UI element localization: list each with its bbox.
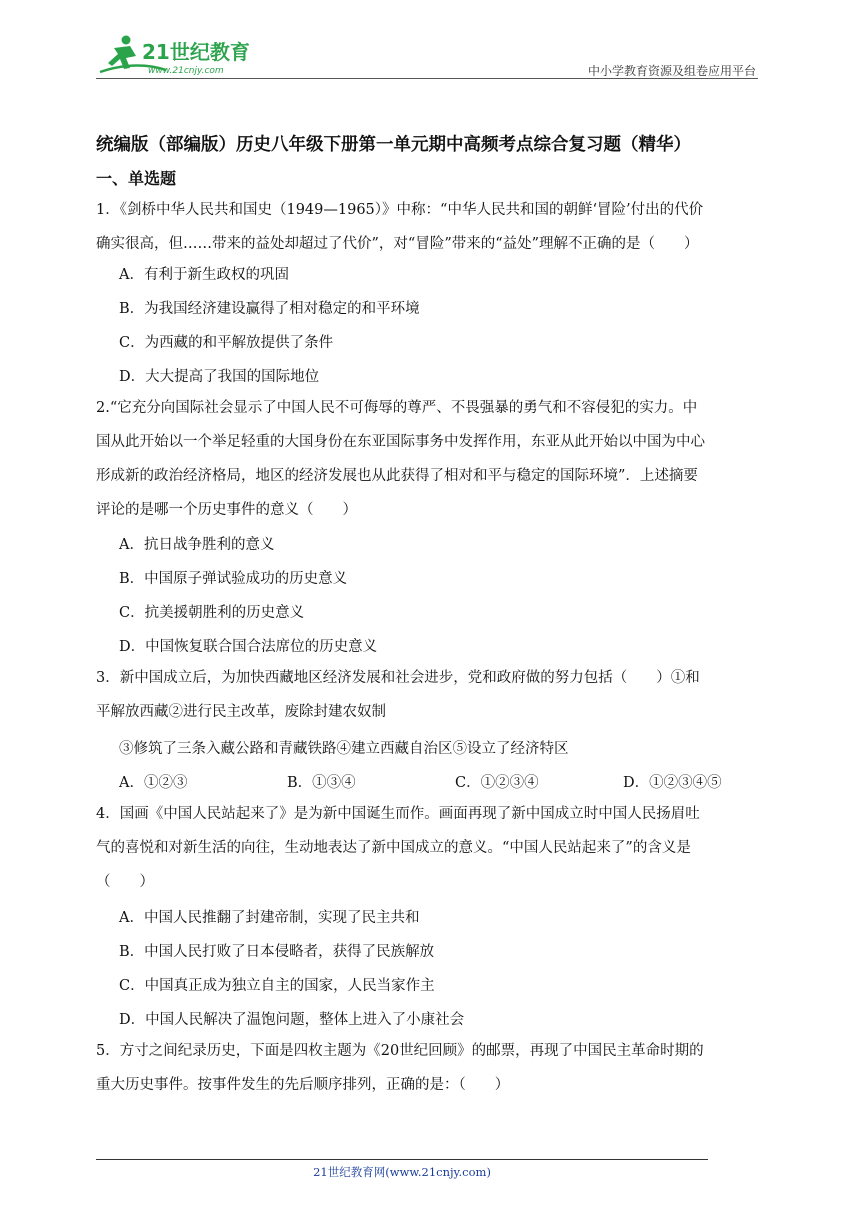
option-c[interactable]: C．①②③④	[455, 775, 539, 791]
logo-runner-icon	[96, 32, 266, 78]
page-header	[96, 32, 758, 80]
option-b[interactable]: B．①③④	[287, 775, 356, 791]
question-text-line: （ ）	[96, 874, 154, 890]
question-text-line: 3．新中国成立后，为加快西藏地区经济发展和社会进步，党和政府做的努力包括（ ）①和	[96, 670, 700, 686]
option-d[interactable]: D．中国恢复联合国合法席位的历史意义	[119, 639, 378, 655]
question-text-line: 1．《剑桥中华人民共和国史（1949—1965）》中称：“中华人民共和国的朝鲜‘冒险’付出的代价	[96, 202, 704, 218]
question-text-line: 评论的是哪一个历史事件的意义（ ）	[96, 502, 357, 518]
question-2	[96, 391, 762, 527]
question-text-line: 4．国画《中国人民站起来了》是为新中国诞生而作。画面再现了新中国成立时中国人民扬眉吐	[96, 806, 700, 822]
section-heading: 一、单选题	[96, 169, 177, 188]
question-text-line: 5．方寸之间纪录历史，下面是四枚主题为《20世纪回顾》的邮票，再现了中国民主革命时期的	[96, 1043, 704, 1059]
question-text-line: 气的喜悦和对新生活的向往，生动地表达了新中国成立的意义。“中国人民站起来了”的含义是	[96, 840, 691, 856]
header-divider	[96, 78, 758, 79]
question-text-line: 重大历史事件。按事件发生的先后顺序排列，正确的是：（ ）	[96, 1077, 510, 1093]
page-footer: 21世纪教育网(www.21cnjy.com)	[313, 1165, 491, 1179]
platform-label: 中小学教育资源及组卷应用平台	[587, 64, 756, 78]
question-1	[96, 193, 762, 261]
option-a[interactable]: A．有利于新生政权的巩固	[119, 267, 289, 283]
question-5	[96, 1034, 762, 1102]
option-b[interactable]: B．中国人民打败了日本侵略者，获得了民族解放	[119, 944, 435, 960]
question-text-line: 2.“它充分向国际社会显示了中国人民不可侮辱的尊严、不畏强暴的勇气和不容侵犯的实力。中	[96, 400, 698, 416]
question-text-line: 形成新的政治经济格局，地区的经济发展也从此获得了相对和平与稳定的国际环境”．上述摘要	[96, 468, 698, 484]
option-d[interactable]: D．①②③④⑤	[623, 775, 722, 791]
svg-text:21世纪教育: 21世纪教育	[142, 40, 250, 64]
question-3-statements: ③修筑了三条入藏公路和青藏铁路④建立西藏自治区⑤设立了经济特区	[119, 741, 569, 757]
option-b[interactable]: B．为我国经济建设赢得了相对稳定的和平环境	[119, 301, 420, 317]
option-b[interactable]: B．中国原子弹试验成功的历史意义	[119, 571, 348, 587]
option-c[interactable]: C．抗美援朝胜利的历史意义	[119, 605, 305, 621]
svg-text:www.21cnjy.com: www.21cnjy.com	[148, 66, 224, 76]
document-title: 统编版（部编版）历史八年级下册第一单元期中高频考点综合复习题（精华）	[96, 135, 691, 155]
option-a[interactable]: A．①②③	[119, 775, 188, 791]
question-4	[96, 797, 762, 899]
option-a[interactable]: A．抗日战争胜利的意义	[119, 537, 275, 553]
option-d[interactable]: D．中国人民解决了温饱问题，整体上进入了小康社会	[119, 1012, 465, 1028]
option-a[interactable]: A．中国人民推翻了封建帝制，实现了民主共和	[119, 910, 420, 926]
option-d[interactable]: D．大大提高了我国的国际地位	[119, 369, 320, 385]
option-c[interactable]: C．为西藏的和平解放提供了条件	[119, 335, 334, 351]
footer-divider	[96, 1159, 708, 1160]
question-text-line: 确实很高，但……带来的益处却超过了代价”，对“冒险”带来的“益处”理解不正确的是（ ）	[96, 236, 699, 252]
option-c[interactable]: C．中国真正成为独立自主的国家，人民当家作主	[119, 978, 435, 994]
question-3	[96, 661, 762, 729]
question-text-line: 国从此开始以一个举足轻重的大国身份在东亚国际事务中发挥作用，东亚从此开始以中国为中心	[96, 434, 705, 450]
question-text-line: 平解放西藏②进行民主改革，废除封建农奴制	[96, 704, 386, 720]
